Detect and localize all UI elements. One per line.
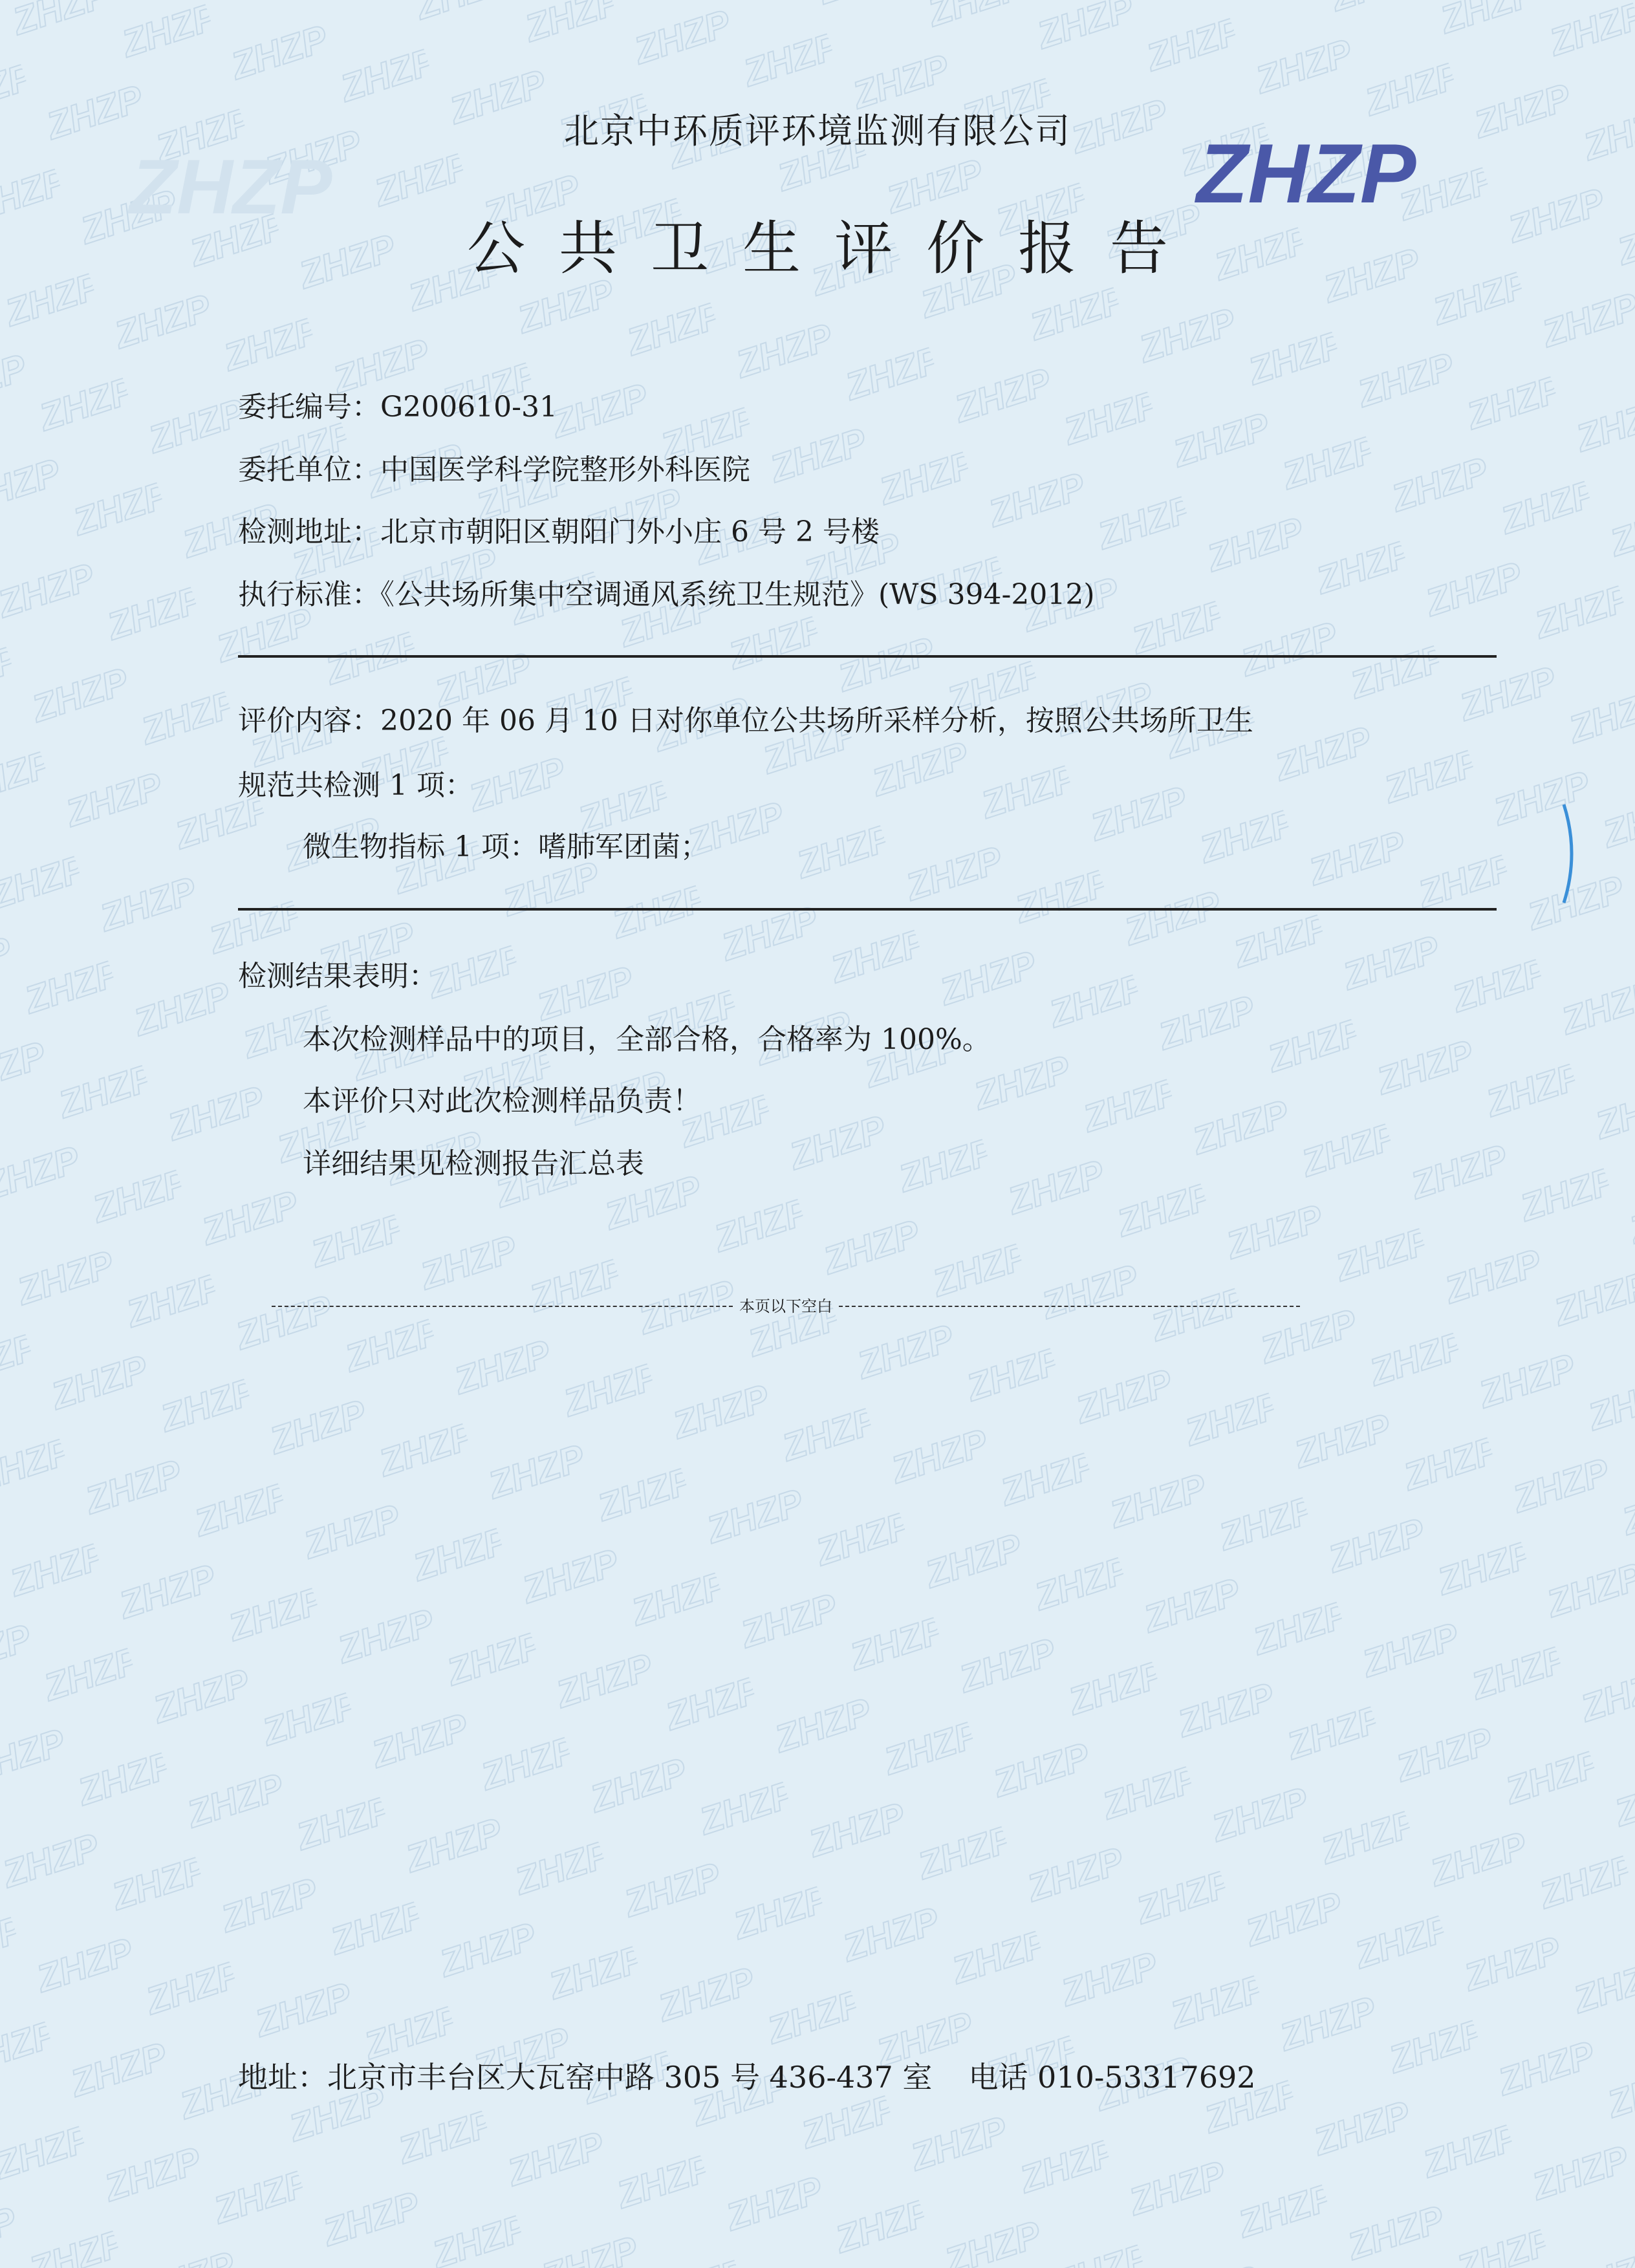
field-value: G200610-31: [380, 391, 558, 424]
results-line: 详细结果见检测报告汇总表: [303, 1147, 644, 1180]
evaluation-item: 微生物指标 1 项：嗜肺军团菌；: [303, 830, 709, 863]
binding-mark-icon: [1561, 802, 1581, 905]
blank-below-note: [272, 1293, 1300, 1319]
svg-text:ZHZP: ZHZP: [1196, 133, 1416, 217]
results-heading: 检测结果表明：: [238, 960, 437, 993]
field-label: 委托编号：: [238, 391, 380, 424]
field-client: [238, 451, 750, 490]
field-standard: [238, 576, 1095, 614]
zhzp-logo: [1190, 133, 1481, 217]
dashed-line: [272, 1306, 733, 1307]
field-value: 中国医学科学院整形外科医院: [380, 453, 750, 486]
footer-contact: [238, 2058, 1256, 2097]
field-value: 北京市朝阳区朝阳门外小庄 6 号 2 号楼: [380, 515, 880, 548]
footer-phone: 电话 010-53317692: [968, 2060, 1256, 2095]
divider-rule: [238, 908, 1497, 911]
divider-rule: [238, 655, 1497, 658]
dashed-line: [839, 1306, 1300, 1307]
blank-note-text: 本页以下空白: [739, 1297, 832, 1315]
field-address: [238, 513, 880, 552]
results-line: 本评价只对此次检测样品负责！: [303, 1085, 701, 1118]
report-title: 公共卫生评价报告: [467, 215, 1202, 283]
field-value: 《公共场所集中空调通风系统卫生规范》(WS 394-2012): [380, 578, 1095, 611]
results-line: 本次检测样品中的项目，全部合格，合格率为 100%。: [303, 1023, 991, 1056]
field-label: 执行标准：: [238, 578, 380, 611]
field-commission-number: [238, 388, 558, 427]
company-name: 北京中环质评环境监测有限公司: [564, 111, 1071, 151]
evaluation-line-2: 规范共检测 1 项：: [238, 769, 473, 802]
footer-address: 地址：北京市丰台区大瓦窑中路 305 号 436-437 室: [238, 2060, 933, 2095]
field-label: 委托单位：: [238, 453, 380, 486]
field-label: 检测地址：: [238, 515, 380, 548]
evaluation-line-1: 评价内容：2020 年 06 月 10 日对你单位公共场所采样分析，按照公共场所卫生: [238, 704, 1253, 737]
svg-text:ZHZP: ZHZP: [129, 144, 332, 230]
